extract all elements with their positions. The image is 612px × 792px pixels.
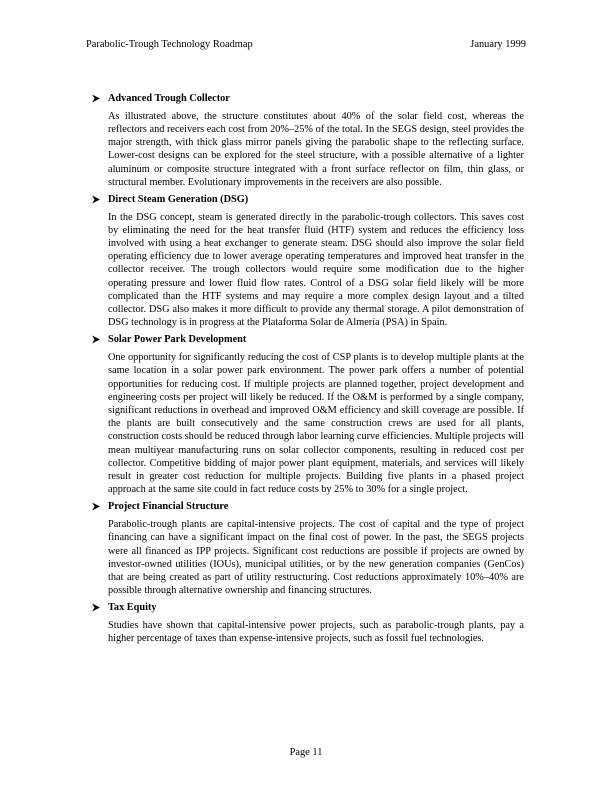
section-advanced-trough-collector bbox=[90, 92, 524, 189]
arrow-bullet-icon bbox=[90, 92, 102, 105]
section-heading bbox=[90, 193, 524, 206]
section-paragraph: Parabolic-trough plants are capital-intensive projects. The cost of capital and the type of project financing can have a significant impact on the final cost of power. In the past, the SEGS projects were all financed as IPP projects. Significant cost reductions are possible if projects are owned by investor-owned utilities (IOUs), municipal utilities, or by the new generation companies (GenCos) that are being created as part of utility restructuring. Cost reductions approximately 10%–40% are possible through alternative ownership and financing structures. bbox=[108, 519, 524, 597]
section-tax-equity bbox=[90, 601, 524, 645]
section-heading bbox=[90, 333, 524, 346]
section-solar-power-park bbox=[90, 333, 524, 496]
section-title: Solar Power Park Development bbox=[108, 334, 247, 346]
section-title: Advanced Trough Collector bbox=[108, 93, 230, 104]
section-paragraph: Studies have shown that capital-intensive power projects, such as parabolic-trough plants, pay a higher percentage of taxes than expense-intensive projects, such as fossil fuel technologies. bbox=[108, 620, 524, 645]
section-title: Project Financial Structure bbox=[108, 501, 229, 513]
running-header bbox=[86, 38, 526, 52]
section-paragraph: One opportunity for significantly reducing the cost of CSP plants is to develop multiple plants at the same location in a solar power park environment. The power park offers a number of potential opportunities for reducing cost. If multiple projects are planned together, project development and engineering costs per project will likely be reduced. If the O&M is performed by a single company, significant reductions in overhead and improved O&M efficiency and skill coverage are possible. If the plants are built consecutively and the same construction crews are used for all plants, construction costs should be reduced through labor learning curve efficiencies. Multiple projects will mean multiyear manufacturing runs on solar collector components, resulting in reduced cost per collector. Competitive bidding of major power plant equipment, materials, and services will likely result in greater cost reduction for multiple projects. Building five plants in a phased project approach at the same site could in fact reduce costs by 25% to 30% for a single project. bbox=[108, 352, 524, 496]
page-number: Page 11 bbox=[289, 747, 323, 758]
section-title: Tax Equity bbox=[108, 602, 157, 614]
section-paragraph: As illustrated above, the structure constitutes about 40% of the solar field cost, whereas the reflectors and receivers each cost from 20%–25% of the total. In the SEGS design, steel provides the major strength, with thick glass mirror panels giving the parabolic shape to the reflecting surface. Lower-cost designs can be explored for the steel structure, with a possible alternative of a lighter aluminum or composite structure integrated with a front surface reflector on film, thin glass, or structural member. Evolutionary improvements in the receivers are also possible. bbox=[108, 110, 524, 188]
section-heading bbox=[90, 500, 524, 513]
arrow-bullet-icon bbox=[90, 333, 102, 346]
section-title: Direct Steam Generation (DSG) bbox=[108, 193, 249, 205]
section-project-financial-structure bbox=[90, 500, 524, 597]
header-date: January 1999 bbox=[470, 39, 526, 50]
arrow-bullet-icon bbox=[90, 601, 102, 614]
header-title: Parabolic-Trough Technology Roadmap bbox=[86, 39, 253, 50]
arrow-bullet-icon bbox=[90, 500, 102, 513]
section-paragraph: In the DSG concept, steam is generated directly in the parabolic-trough collectors. This saves cost by eliminating the need for the heat transfer fluid (HTF) system and reduces the efficiency loss involved with using a heat exchanger to generate steam. DSG should also improve the solar field operating efficiency due to lower average operating temperatures and improved heat transfer in the collector receiver. The trough collectors would require some modification due to the higher operating pressure and lower fluid flow rates. Control of a DSG solar field likely will be more complicated than the HTF systems and may require a more complex design layout and a tilted collector. DSG also makes it more difficult to provide any thermal storage. A pilot demonstration of DSG technology is in progress at the Plataforma Solar de Almería (PSA) in Spain. bbox=[108, 211, 524, 329]
document-body bbox=[90, 92, 524, 649]
arrow-bullet-icon bbox=[90, 193, 102, 206]
section-heading bbox=[90, 92, 524, 105]
section-heading bbox=[90, 601, 524, 614]
section-direct-steam-generation bbox=[90, 193, 524, 330]
